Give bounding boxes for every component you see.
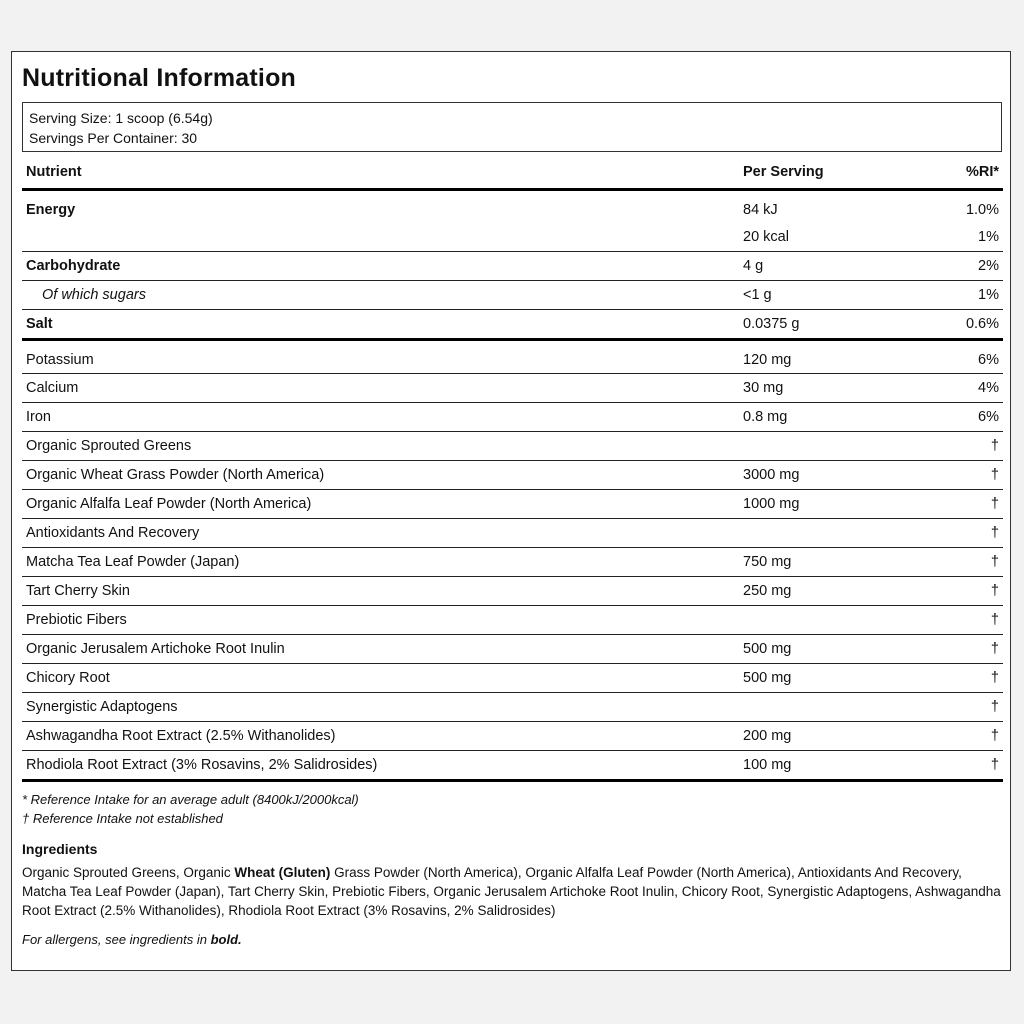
per-serving-value: 500 mg (743, 641, 792, 657)
nutrient-name: Calcium (26, 380, 79, 396)
allergen-note-bold: bold. (210, 932, 242, 947)
table-row-energy-kcal (22, 223, 1003, 252)
per-serving-value: 100 mg (743, 757, 792, 773)
table-row (22, 341, 1003, 374)
page-title: Nutritional Information (22, 64, 297, 92)
ri-value: 0.6% (965, 316, 999, 332)
nutrient-name: Organic Sprouted Greens (26, 438, 192, 454)
ri-value: † (990, 583, 999, 599)
header-per-serving: Per Serving (743, 164, 824, 180)
allergen-note (22, 932, 242, 947)
ri-value: † (990, 438, 999, 454)
nutrient-name: Salt (26, 316, 53, 332)
table-row (22, 751, 1003, 782)
nutrient-name: Antioxidants And Recovery (26, 525, 200, 541)
ri-value: † (990, 641, 999, 657)
table-row (22, 252, 1003, 281)
table-row (22, 577, 1003, 606)
nutrition-label (11, 51, 1011, 971)
table-row (22, 310, 1003, 341)
table-row (22, 374, 1003, 403)
nutrient-name: Carbohydrate (26, 258, 121, 274)
ri-value: 1.0% (965, 202, 999, 218)
header-ri: %RI* (965, 164, 999, 180)
footnote-not-established: † Reference Intake not established (22, 811, 223, 826)
per-serving-value: 500 mg (743, 670, 792, 686)
table-row (22, 432, 1003, 461)
ri-value: † (990, 554, 999, 570)
per-serving-value: 84 kJ (743, 202, 778, 218)
table-row-energy-kj (22, 191, 1003, 223)
nutrient-name: Ashwagandha Root Extract (2.5% Withanolides) (26, 728, 336, 744)
nutrient-name: Matcha Tea Leaf Powder (Japan) (26, 554, 240, 570)
nutrition-table (22, 154, 1003, 782)
per-serving-value: 3000 mg (743, 467, 800, 483)
table-row (22, 693, 1003, 722)
ingredients-text (22, 863, 1007, 920)
serving-info-box (22, 102, 1002, 152)
ri-value: † (990, 525, 999, 541)
per-serving-value: 200 mg (743, 728, 792, 744)
table-row (22, 461, 1003, 490)
nutrient-name: Tart Cherry Skin (26, 583, 130, 599)
ri-value: † (990, 728, 999, 744)
ingredients-text-start: Organic Sprouted Greens, Organic (22, 865, 235, 880)
ri-value: † (990, 467, 999, 483)
ingredients-heading: Ingredients (22, 841, 98, 857)
nutrient-name: Energy (26, 202, 76, 218)
ri-value: † (990, 496, 999, 512)
ri-value: 6% (978, 409, 999, 425)
table-row (22, 403, 1003, 432)
table-header-row (22, 154, 1003, 191)
per-serving-value: 250 mg (743, 583, 792, 599)
ri-value: 4% (978, 380, 999, 396)
table-row (22, 722, 1003, 751)
per-serving-value: 0.8 mg (743, 409, 788, 425)
per-serving-value: 0.0375 g (743, 316, 800, 332)
nutrient-name: Rhodiola Root Extract (3% Rosavins, 2% Salidrosides) (26, 757, 378, 773)
serving-size: Serving Size: 1 scoop (6.54g) (29, 110, 213, 126)
per-serving-value: 120 mg (743, 352, 792, 368)
footnote-reference-intake: * Reference Intake for an average adult (8400kJ/2000kcal) (22, 792, 359, 807)
ri-value: † (990, 670, 999, 686)
footnotes (22, 790, 359, 828)
ingredients-text-rest: Grass Powder (North America), Organic Alfalfa Leaf Powder (North America), Antioxidants And Recovery, Matcha Tea Leaf Powder (Japan), Tart Cherry Skin, Prebiotic Fibers, Organic Jerusalem Artichoke Root Inulin, Chicory Root, Synergistic Adaptogens, Ashwagandha Root Extract (2.5% Withanolides), Rhodiola Root Extract (3% Rosavins, 2% Salidrosides) (22, 865, 1001, 918)
ri-value: † (990, 757, 999, 773)
per-serving-value: 20 kcal (743, 229, 789, 245)
per-serving-value: <1 g (743, 287, 772, 303)
ri-value: 6% (978, 352, 999, 368)
per-serving-value: 1000 mg (743, 496, 800, 512)
per-serving-value: 4 g (743, 258, 764, 274)
per-serving-value: 750 mg (743, 554, 792, 570)
servings-per-container: Servings Per Container: 30 (29, 130, 198, 146)
nutrient-name: Organic Wheat Grass Powder (North America) (26, 467, 325, 483)
nutrient-name: Potassium (26, 352, 94, 368)
table-row (22, 664, 1003, 693)
ri-value: † (990, 699, 999, 715)
ri-value: 1% (978, 229, 999, 245)
ri-value: 2% (978, 258, 999, 274)
ri-value: 1% (978, 287, 999, 303)
nutrient-name: Synergistic Adaptogens (26, 699, 178, 715)
table-row (22, 519, 1003, 548)
table-row (22, 490, 1003, 519)
nutrient-name: Organic Alfalfa Leaf Powder (North America) (26, 496, 312, 512)
nutrient-name: Organic Jerusalem Artichoke Root Inulin (26, 641, 285, 657)
header-nutrient: Nutrient (26, 164, 82, 180)
ri-value: † (990, 612, 999, 628)
table-row (22, 548, 1003, 577)
ingredients-allergen: Wheat (Gluten) (234, 865, 331, 880)
nutrient-name: Prebiotic Fibers (26, 612, 127, 628)
table-row (22, 606, 1003, 635)
table-row (22, 635, 1003, 664)
allergen-note-text: For allergens, see ingredients in (22, 932, 211, 947)
table-row (22, 281, 1003, 310)
nutrient-name: Iron (26, 409, 51, 425)
nutrient-name: Of which sugars (42, 287, 146, 303)
per-serving-value: 30 mg (743, 380, 784, 396)
nutrient-name: Chicory Root (26, 670, 110, 686)
